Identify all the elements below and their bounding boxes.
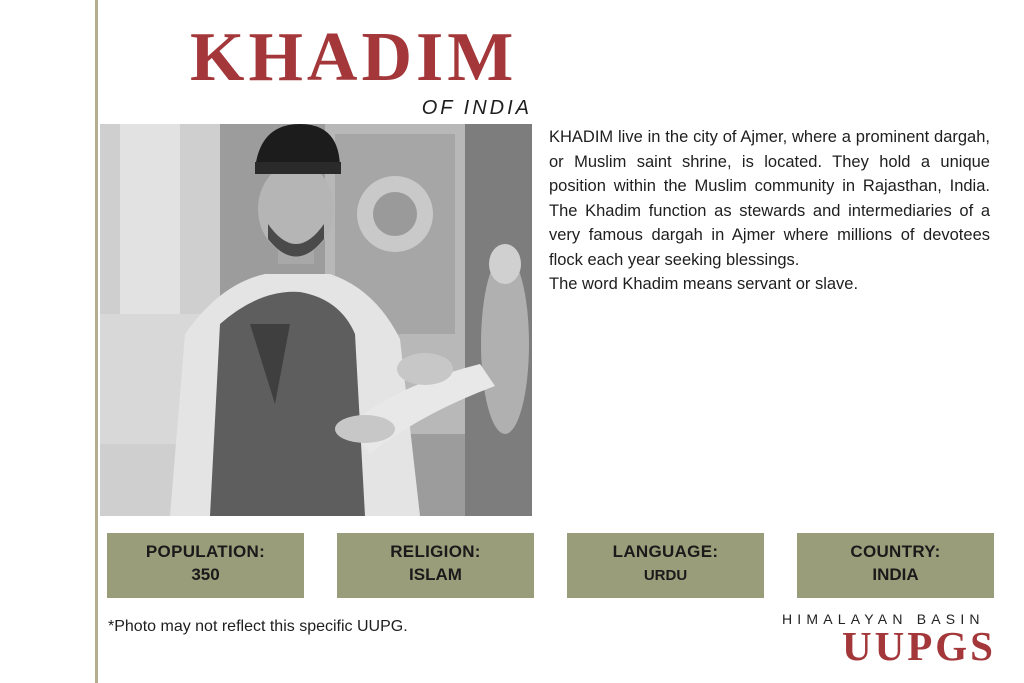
description-paragraph: KHADIM live in the city of Ajmer, where a prominent dargah, or Muslim saint shrine, is located. They hold a unique position within the Muslim community in Rajasthan, India. The Khadim function as stewards and intermediaries of a very famous dargah in Ajmer where millions of devotees flock each year seeking blessings. bbox=[549, 128, 990, 269]
religion-stat-box bbox=[337, 533, 534, 598]
country-label: COUNTRY: bbox=[850, 542, 941, 561]
language-stat-box bbox=[567, 533, 764, 598]
brand-tagline: HIMALAYAN BASIN bbox=[782, 611, 985, 627]
religion-label: RELIGION: bbox=[390, 542, 481, 561]
population-stat-box bbox=[107, 533, 304, 598]
country-value: INDIA bbox=[872, 565, 919, 584]
population-value: 350 bbox=[191, 565, 220, 584]
brand-logo-text: UUPGS bbox=[842, 623, 996, 669]
description-text bbox=[549, 125, 990, 297]
left-divider-rule bbox=[95, 0, 98, 683]
language-label: LANGUAGE: bbox=[612, 542, 719, 561]
population-label: POPULATION: bbox=[145, 542, 266, 561]
language-value: URDU bbox=[643, 567, 688, 584]
photo-disclaimer: *Photo may not reflect this specific UUPG. bbox=[108, 618, 408, 635]
religion-value: ISLAM bbox=[409, 565, 462, 584]
profile-photo bbox=[100, 124, 532, 516]
description-closing-line: The word Khadim means servant or slave. bbox=[549, 275, 859, 293]
country-stat-box bbox=[797, 533, 994, 598]
people-group-subtitle: OF INDIA bbox=[421, 97, 532, 119]
people-group-title: KHADIM bbox=[190, 19, 518, 96]
